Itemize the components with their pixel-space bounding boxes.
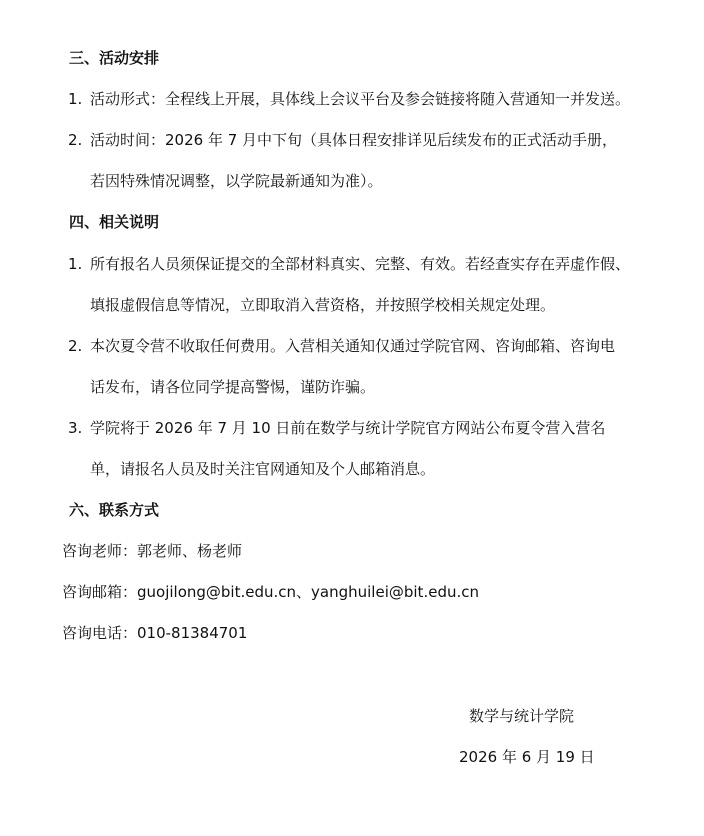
list-item-text-continued: 话发布，请各位同学提高警惕，谨防诈骗。 [90,378,376,396]
section-heading-notes: 四、相关说明 [69,213,160,231]
list-item-text-continued: 填报虚假信息等情况，立即取消入营资格，并按照学校相关规定处理。 [90,296,556,314]
list-item-text: 学院将于 2026 年 7 月 10 日前在数学与统计学院官方网站公布夏令营入营名 [90,419,606,437]
list-number: 2. [68,337,83,355]
list-item-text: 本次夏令营不收取任何费用。入营相关通知仅通过学院官网、咨询邮箱、咨询电 [90,337,616,355]
signature-org: 数学与统计学院 [469,707,575,725]
list-number: 3. [68,419,83,437]
list-number: 2. [68,131,83,149]
signature-date: 2026 年 6 月 19 日 [459,748,595,766]
contact-phone: 咨询电话：010-81384701 [62,624,248,642]
list-item-text-continued: 单，请报名人员及时关注官网通知及个人邮箱消息。 [90,460,436,478]
contact-teachers: 咨询老师：郭老师、杨老师 [62,542,243,560]
list-item-text: 活动形式：全程线上开展，具体线上会议平台及参会链接将随入营通知一并发送。 [90,90,631,108]
contact-email: 咨询邮箱：guojilong@bit.edu.cn、yanghuilei@bit.edu.cn [62,583,479,601]
list-number: 1. [68,255,83,273]
list-item-text-continued: 若因特殊情况调整，以学院最新通知为准）。 [90,172,383,190]
list-item-text: 活动时间：2026 年 7 月中下旬（具体日程安排详见后续发布的正式活动手册， [90,131,618,149]
section-heading-contact: 六、联系方式 [69,501,160,519]
section-heading-activity: 三、活动安排 [69,49,160,67]
list-number: 1. [68,90,83,108]
list-item-text: 所有报名人员须保证提交的全部材料真实、完整、有效。若经查实存在弄虚作假、 [90,255,631,273]
